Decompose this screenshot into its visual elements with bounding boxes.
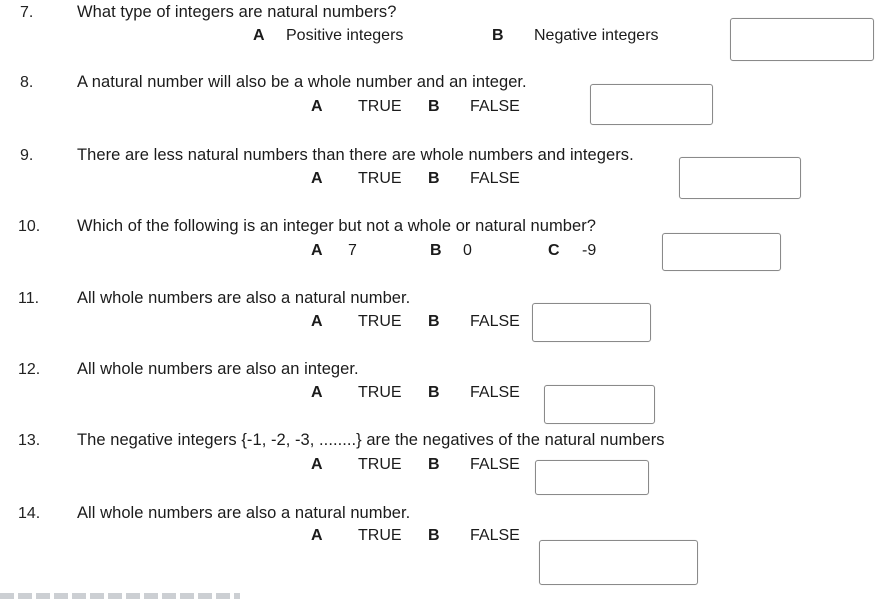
answer-box[interactable]	[544, 385, 655, 424]
answer-box[interactable]	[532, 303, 651, 342]
question-number: 14.	[18, 505, 41, 522]
option-b-letter: B	[428, 170, 440, 187]
answer-box[interactable]	[730, 18, 874, 61]
option-b-label: FALSE	[470, 456, 520, 473]
question-text: All whole numbers are also a natural number.	[77, 504, 411, 522]
option-b-letter: B	[430, 242, 442, 259]
question-text: There are less natural numbers than there are whole numbers and integers.	[77, 146, 634, 164]
option-a-letter: A	[311, 170, 323, 187]
option-a-label: TRUE	[358, 384, 402, 401]
question-text: All whole numbers are also an integer.	[77, 360, 359, 378]
option-a-letter: A	[311, 384, 323, 401]
option-a-label: TRUE	[358, 313, 402, 330]
question-text: All whole numbers are also a natural number.	[77, 289, 411, 307]
option-b-letter: B	[492, 27, 504, 44]
option-b-letter: B	[428, 313, 440, 330]
option-b-letter: B	[428, 456, 440, 473]
option-b-label: FALSE	[470, 98, 520, 115]
answer-box[interactable]	[679, 157, 801, 199]
option-c-label: -9	[582, 242, 597, 259]
question-number: 11.	[18, 290, 40, 307]
question-text: A natural number will also be a whole number and an integer.	[77, 73, 527, 91]
question-number: 8.	[20, 74, 34, 91]
option-b-label: 0	[463, 242, 472, 259]
question-text: Which of the following is an integer but not a whole or natural number?	[77, 217, 597, 235]
option-a-label: TRUE	[358, 527, 402, 544]
option-a-letter: A	[311, 313, 323, 330]
option-a-letter: A	[311, 242, 323, 259]
answer-box[interactable]	[535, 460, 649, 495]
option-a-label: TRUE	[358, 98, 402, 115]
answer-box[interactable]	[590, 84, 713, 125]
option-b-letter: B	[428, 527, 440, 544]
option-b-label: FALSE	[470, 170, 520, 187]
answer-box[interactable]	[662, 233, 781, 271]
option-b-letter: B	[428, 98, 440, 115]
question-number: 9.	[20, 147, 34, 164]
question-text: What type of integers are natural numbers?	[77, 3, 397, 21]
option-a-letter: A	[311, 98, 323, 115]
answer-box[interactable]	[539, 540, 698, 585]
option-c-letter: C	[548, 242, 560, 259]
cropped-next-section-heading	[0, 593, 240, 599]
option-b-label: Negative integers	[534, 27, 659, 44]
option-a-label: Positive integers	[286, 27, 404, 44]
option-a-label: 7	[348, 242, 357, 259]
question-number: 7.	[20, 4, 34, 21]
question-number: 10.	[18, 218, 41, 235]
question-number: 12.	[18, 361, 41, 378]
option-b-label: FALSE	[470, 384, 520, 401]
option-b-label: FALSE	[470, 313, 520, 330]
option-a-letter: A	[311, 456, 323, 473]
option-a-label: TRUE	[358, 456, 402, 473]
option-b-letter: B	[428, 384, 440, 401]
question-text: The negative integers {-1, -2, -3, ........} are the negatives of the natural numbers	[77, 431, 665, 449]
option-a-label: TRUE	[358, 170, 402, 187]
option-a-letter: A	[253, 27, 265, 44]
option-a-letter: A	[311, 527, 323, 544]
option-b-label: FALSE	[470, 527, 520, 544]
question-number: 13.	[18, 432, 41, 449]
